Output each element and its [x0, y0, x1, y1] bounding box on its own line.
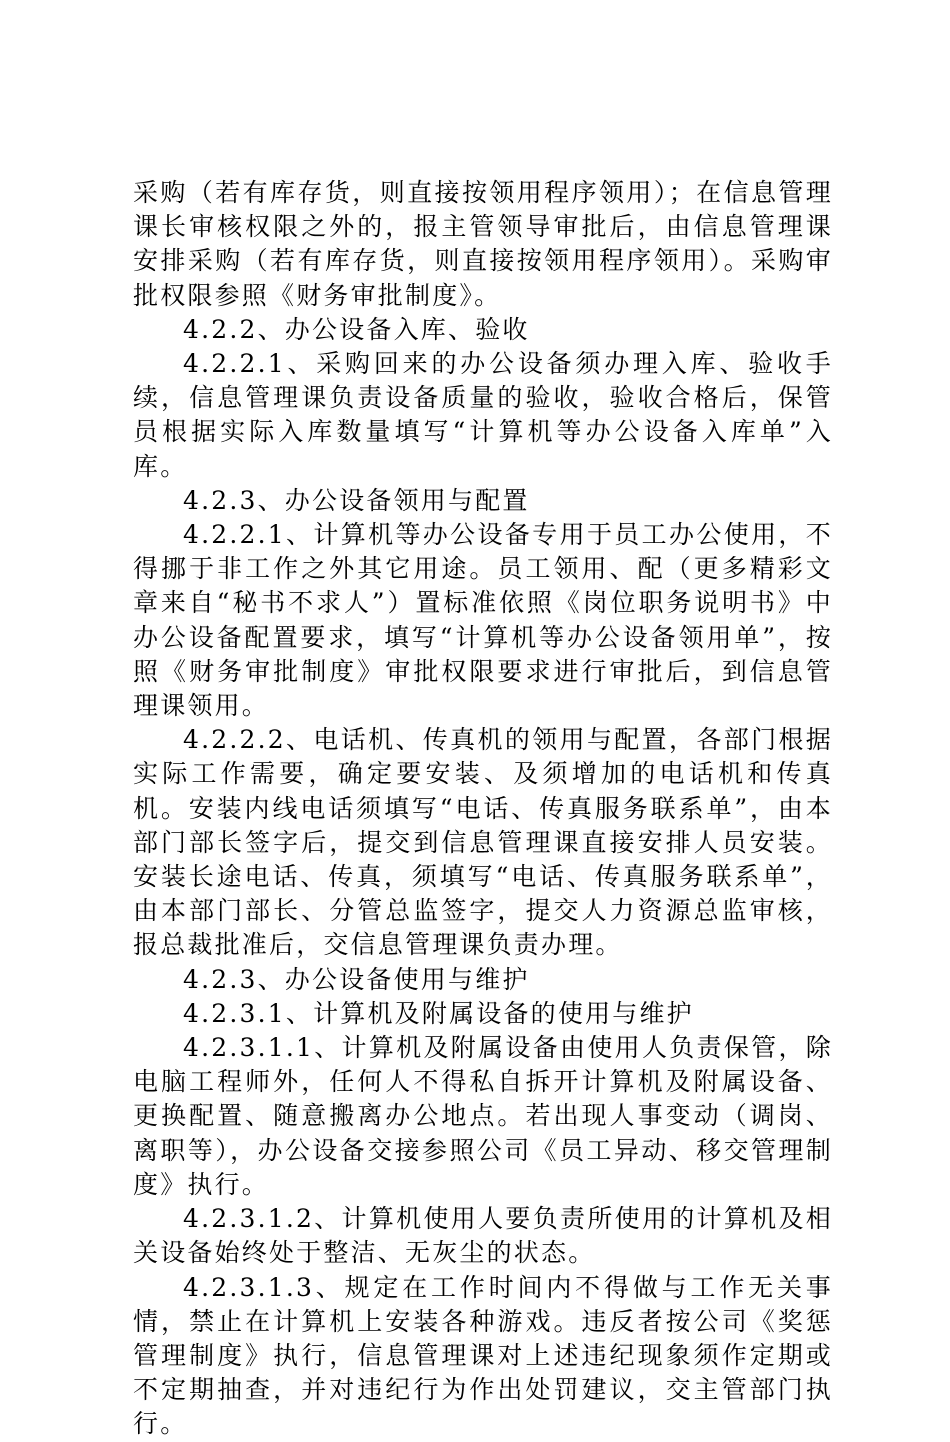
- heading-4-2-2-storage-acceptance: 4.2.2、办公设备入库、验收: [183, 314, 530, 344]
- paragraph-procurement-approval: 采购（若有库存货，则直接按领用程序领用）；在信息管理课长审核权限之外的，报主管领导审批后，由信息管理课安排采购（若有库存货，则直接按领用程序领用）。采购审批权限参照《财务审批制度》。: [133, 178, 833, 310]
- paragraph-4-2-3-1-3-rules: 4.2.3.1.3、规定在工作时间内不得做与工作无关事情，禁止在计算机上安装各种游戏。违反者按公司《奖惩管理制度》执行，信息管理课对上述违纪现象须作定期或不定期抽查，并对违纪行为作出处罚建议，交主管部门执行。: [133, 1272, 833, 1439]
- paragraph-4-2-3-1-2-cleanliness: 4.2.3.1.2、计算机使用人要负责所使用的计算机及相关设备始终处于整洁、无灰尘的状态。: [133, 1204, 833, 1268]
- paragraph-4-2-2-1-computer-requisition: 4.2.2.1、计算机等办公设备专用于员工办公使用，不得挪于非工作之外其它用途。员工领用、配（更多精彩文章来自“秘书不求人”）置标准依照《岗位职务说明书》中办公设备配置要求，填写“计算机等办公设备领用单”，按照《财务审批制度》审批权限要求进行审批后，到信息管理课领用。: [133, 520, 833, 721]
- document-body: [133, 176, 833, 1442]
- paragraph-4-2-2-2-phone-fax: 4.2.2.2、电话机、传真机的领用与配置，各部门根据实际工作需要，确定要安装、及须增加的电话机和传真机。安装内线电话须填写“电话、传真服务联系单”，由本部门部长签字后，提交到信息管理课直接安排人员安装。安装长途电话、传真，须填写“电话、传真服务联系单”，由本部门部长、分管总监签字，提交人力资源总监审核，报总裁批准后，交信息管理课负责办理。: [133, 725, 833, 960]
- heading-4-2-3-use-maintenance: 4.2.3、办公设备使用与维护: [183, 964, 530, 994]
- heading-4-2-3-requisition-config: 4.2.3、办公设备领用与配置: [183, 485, 530, 515]
- paragraph-4-2-2-1-acceptance: 4.2.2.1、采购回来的办公设备须办理入库、验收手续，信息管理课负责设备质量的验收，验收合格后，保管员根据实际入库数量填写“计算机等办公设备入库单”入库。: [133, 349, 833, 481]
- heading-4-2-3-1-computer-use: 4.2.3.1、计算机及附属设备的使用与维护: [183, 998, 694, 1028]
- paragraph-4-2-3-1-1-custody: 4.2.3.1.1、计算机及附属设备由使用人负责保管，除电脑工程师外，任何人不得私自拆开计算机及附属设备、更换配置、随意搬离办公地点。若出现人事变动（调岗、离职等），办公设备交接参照公司《员工异动、移交管理制度》执行。: [133, 1033, 833, 1199]
